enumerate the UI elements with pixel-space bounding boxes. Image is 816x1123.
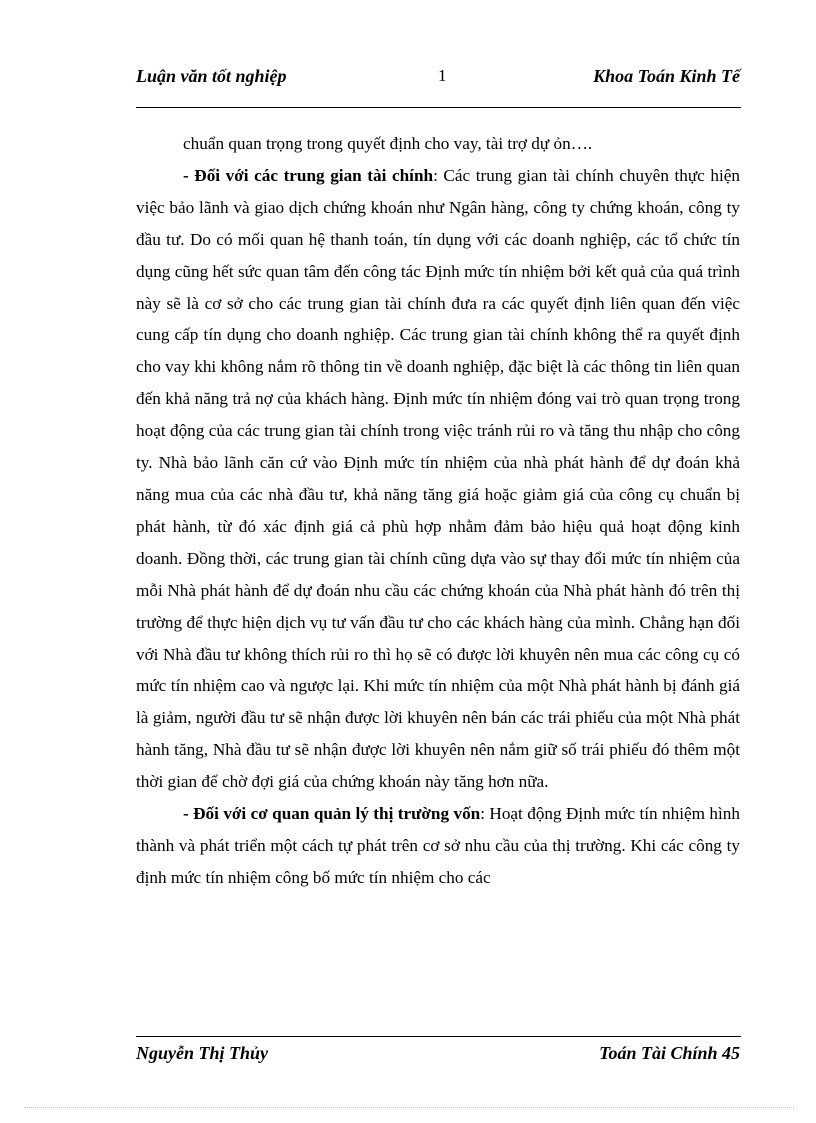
footer-class: Toán Tài Chính 45 — [599, 1043, 740, 1063]
paragraph-financial-intermediaries — [136, 160, 740, 798]
page-edge-divider — [24, 1107, 794, 1108]
body-text — [136, 128, 740, 894]
header-divider — [136, 107, 741, 108]
paragraph-lead-financial-intermediaries: - Đối với các trung gian tài chính — [183, 165, 434, 185]
paragraph-text-financial-intermediaries: : Các trung gian tài chính chuyên thực hiện việc bảo lãnh và giao dịch chứng khoán như Ngân hàng, công ty chứng khoán, công ty đầu tư. Do có mối quan hệ thanh toán, tín dụng với các doanh nghiệp, các tổ chức tín dụng cũng hết sức quan tâm đến công tác Định mức tín nhiệm bởi kết quả của quá trình này sẽ là cơ sở cho các trung gian tài chính đưa ra các quyết định liên quan đến việc cung cấp tín dụng cho doanh nghiệp. Các trung gian tài chính không thể ra quyết định cho vay khi không nắm rõ thông tin về doanh nghiệp, đặc biệt là các thông tin liên quan đến khả năng trả nợ của khách hàng. Định mức tín nhiệm đóng vai trò quan trọng trong hoạt động của các trung gian tài chính trong việc tránh rủi ro và tăng thu nhập cho công ty. Nhà bảo lãnh căn cứ vào Định mức tín nhiệm của nhà phát hành để dự đoán khả năng mua của các nhà đầu tư, khả năng tăng giá hoặc giảm giá của công cụ chuẩn bị phát hành, từ đó xác định giá cả phù hợp nhằm đảm bảo hiệu quả hoạt động kinh doanh. Đồng thời, các trung gian tài chính cũng dựa vào sự thay đổi mức tín nhiệm của mỗi Nhà phát hành để dự đoán nhu cầu các chứng khoán của Nhà phát hành đó trên thị trường để thực hiện dịch vụ tư vấn đầu tư cho các khách hàng của mình. Chẳng hạn đối với Nhà đầu tư không thích rủi ro thì họ sẽ có được lời khuyên nên mua các công cụ có mức tín nhiệm cao và ngược lại. Khi mức tín nhiệm của một Nhà phát hành bị đánh giá là giảm, người đầu tư sẽ nhận được lời khuyên nên bán các trái phiếu của một Nhà phát hành tăng, Nhà đầu tư sẽ nhận được lời khuyên nên nắm giữ số trái phiếu đó thêm một thời gian để chờ đợi giá của chứng khoán này tăng hơn nữa. — [136, 165, 740, 792]
page-number: 1 — [438, 66, 447, 85]
footer-divider — [136, 1036, 741, 1037]
header-faculty: Khoa Toán Kinh Tế — [593, 66, 740, 86]
paragraph-lead-market-regulator: - Đối với cơ quan quản lý thị trường vốn — [183, 804, 481, 824]
page-footer — [136, 1043, 740, 1067]
paragraph-continuation: chuẩn quan trọng trong quyết định cho vay, tài trợ dự ỏn…. — [183, 134, 593, 153]
header-thesis-title: Luận văn tốt nghiệp — [136, 66, 287, 86]
paragraph-text-market-regulator: : Hoạt động Định mức tín nhiệm hình thành và phát triển một cách tự phát trên cơ sở nhu cầu của thị trường. Khi các công ty định mức tín nhiệm công bố mức tín nhiệm cho các — [136, 804, 740, 887]
paragraph-market-regulator — [136, 798, 740, 894]
footer-author: Nguyễn Thị Thủy — [136, 1043, 269, 1063]
page-header — [136, 66, 740, 90]
